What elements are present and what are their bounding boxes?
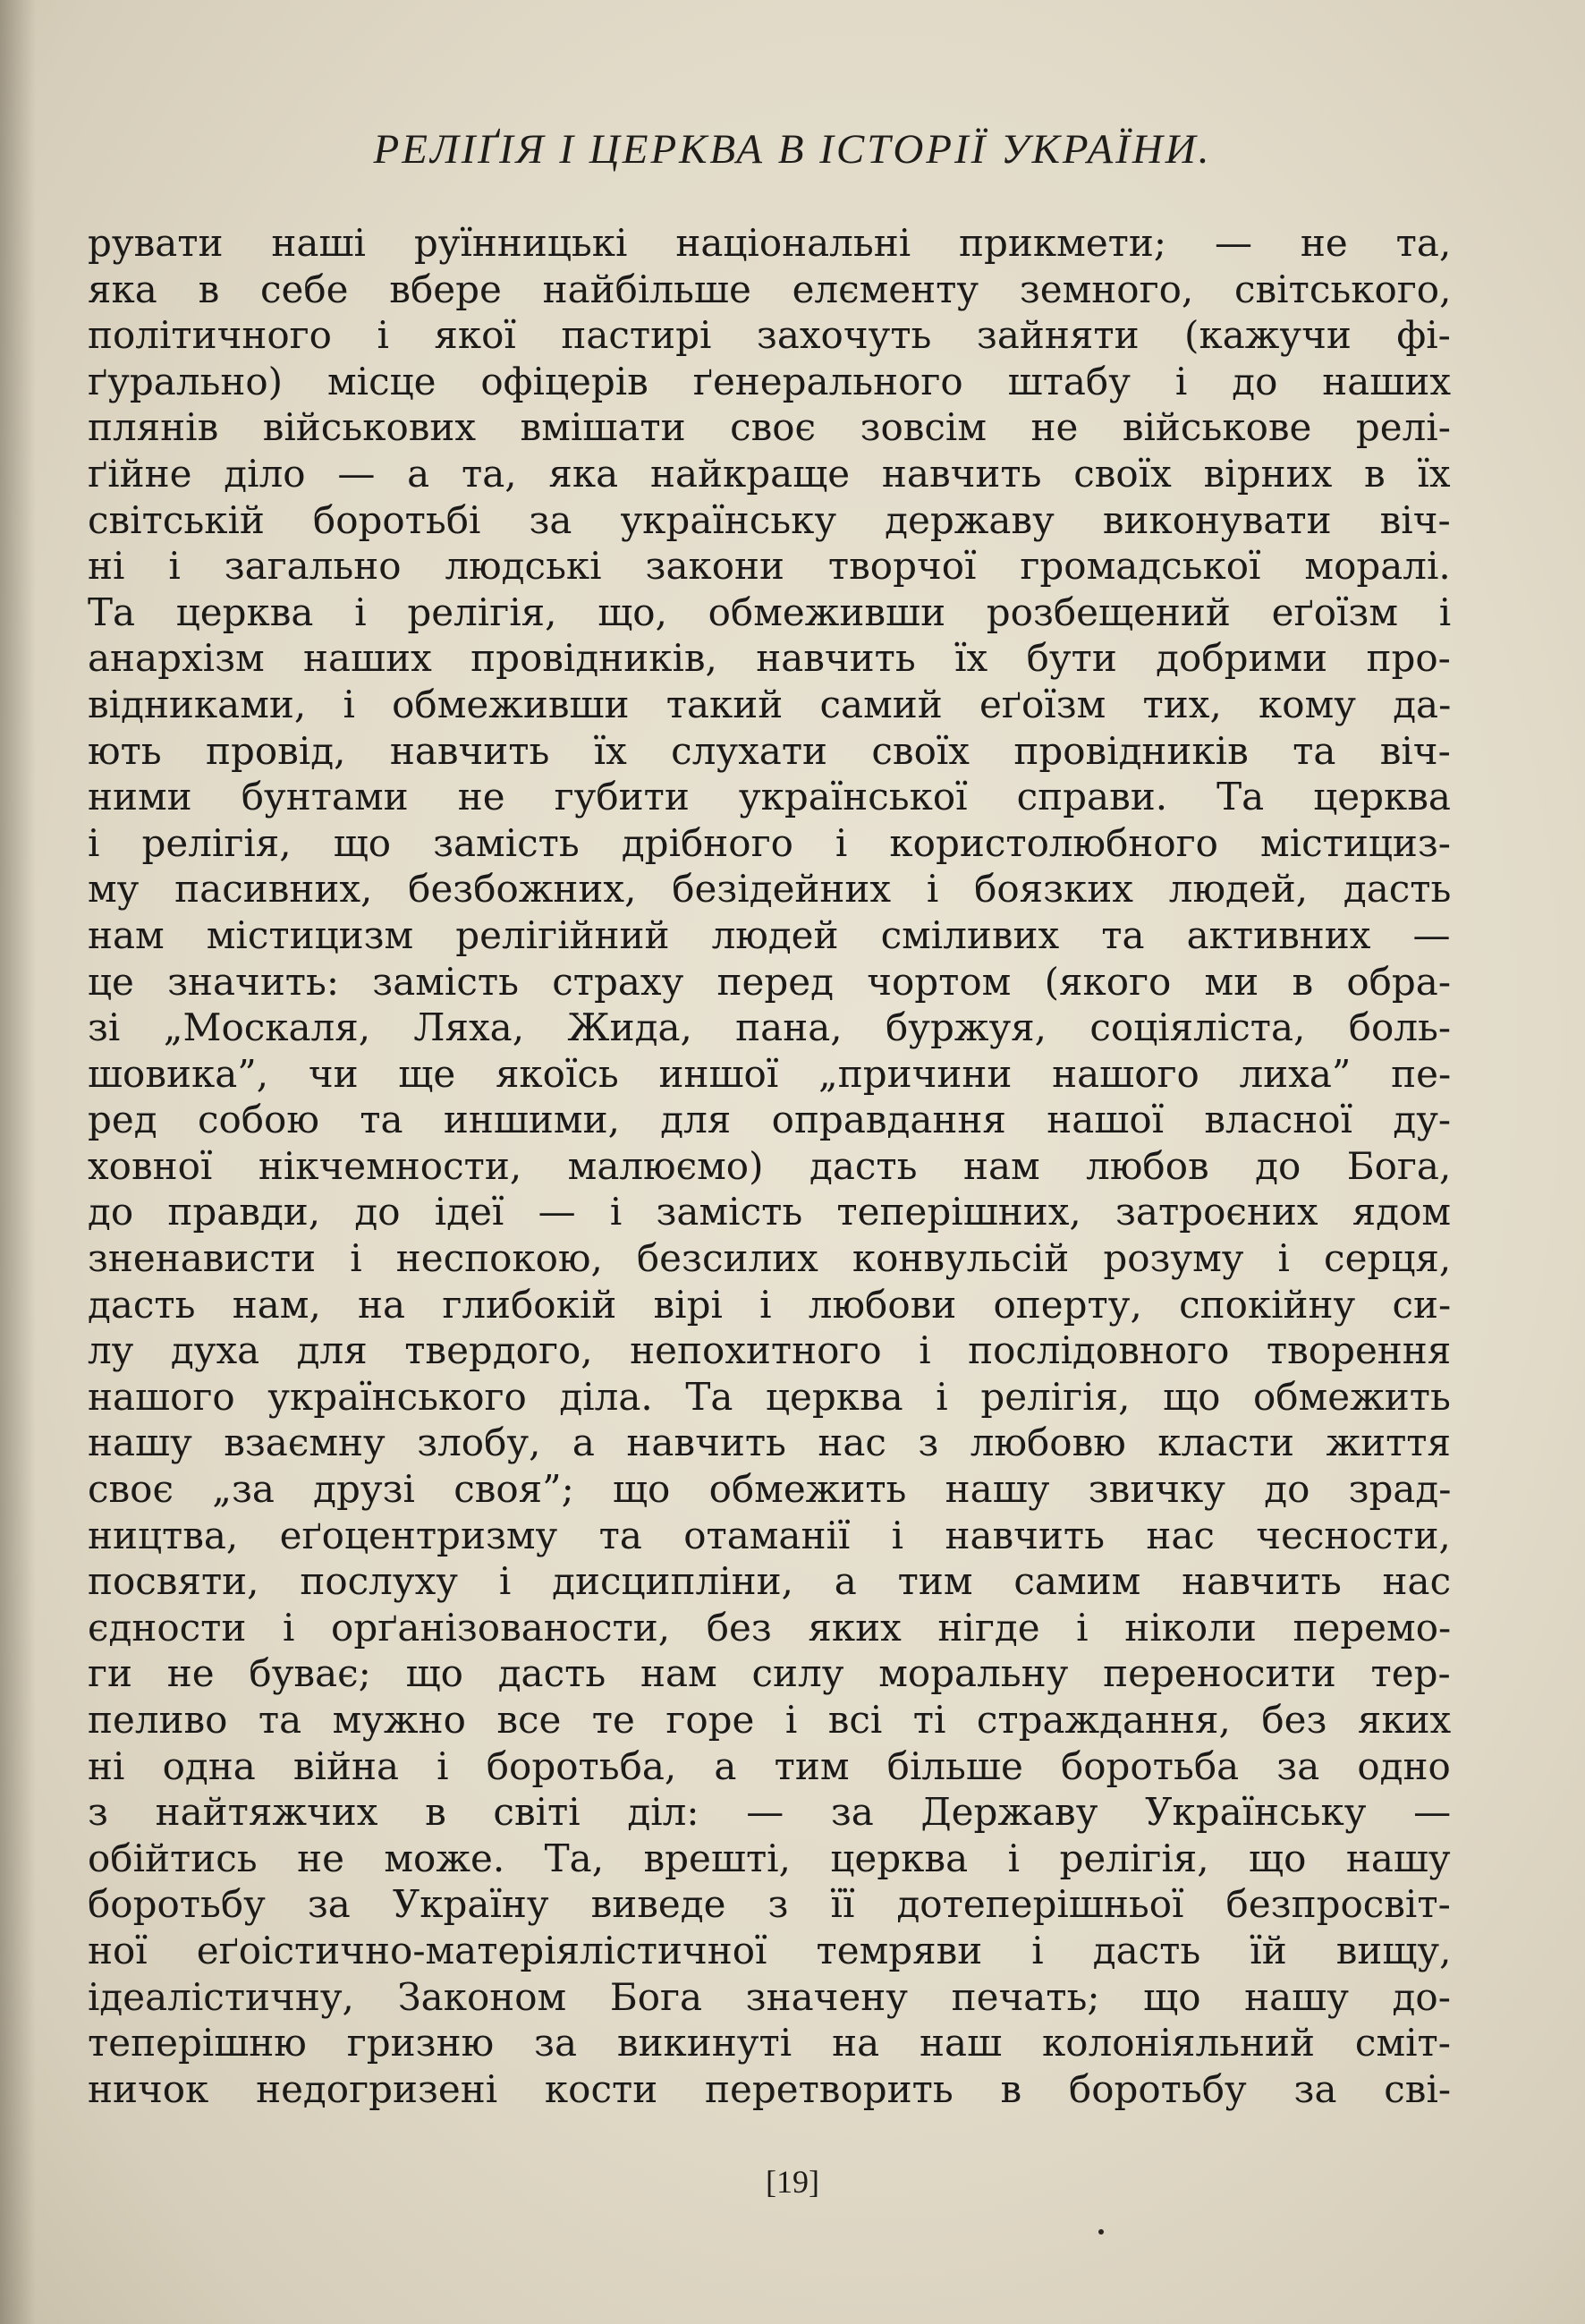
text-line: плянів військових вмішати своє зовсім не військове релі- xyxy=(88,405,1451,450)
text-line: і релігія, що замість дрібного і користолюбного містициз- xyxy=(88,820,1451,865)
text-line: ють провід, навчить їх слухати своїх провідників та віч- xyxy=(88,728,1451,773)
text-line: обійтись не може. Та, врешті, церква і релігія, що нашу xyxy=(88,1836,1451,1880)
running-header: РЕЛІҐІЯ І ЦЕРКВА В ІСТОРІЇ УКРАЇНИ. xyxy=(373,126,1212,173)
text-line: своє „за друзі своя”; що обмежить нашу звичку до зрад- xyxy=(88,1467,1452,1512)
text-line: ред собою та иншими, для оправдання нашої власної ду- xyxy=(88,1098,1452,1142)
text-line: до правди, до ідеї — і замість теперішних, затроєних ядом xyxy=(88,1190,1452,1234)
text-line: дасть нам, на глибокій вірі і любови оперту, спокійну си- xyxy=(88,1282,1452,1327)
text-line: ідеалістичну, Законом Бога значену печать; що нашу до- xyxy=(88,1974,1451,2019)
text-line: шовика”, чи ще якоїсь иншої „причини нашого лиха” пе- xyxy=(88,1051,1452,1096)
text-line: ні і загально людські закони творчої громадської моралі. xyxy=(88,544,1451,589)
text-line: ними бунтами не губити української справи. Та церква xyxy=(88,775,1451,819)
body-text xyxy=(88,220,1451,2112)
text-line: ної еґоістично-матеріялістичної темряви і дасть їй вищу, xyxy=(88,1928,1452,1972)
text-line: єдности і орґанізованости, без яких нігде і ніколи перемо- xyxy=(88,1605,1452,1650)
text-line: зненависти і неспокою, безсилих конвульсій розуму і серця, xyxy=(88,1236,1452,1281)
text-line: ґурально) місце офіцерів ґенерального штабу і до наших xyxy=(88,359,1452,403)
text-line: ні одна війна і боротьба, а тим більше боротьба за одно xyxy=(88,1743,1451,1788)
text-line: ничок недогризені кости перетворить в боротьбу за сві- xyxy=(88,2066,1452,2111)
text-line: Та церква і релігія, що, обмеживши розбещений еґоїзм і xyxy=(88,589,1452,634)
text-line: з найтяжчих в світі діл: — за Державу Українську — xyxy=(88,1790,1452,1835)
text-line: боротьбу за Україну виведе з її дотеперішньої безпросвіт- xyxy=(88,1882,1451,1927)
text-line: ховної нікчемности, малюємо) дасть нам любов до Бога, xyxy=(88,1143,1452,1188)
text-line: яка в себе вбере найбільше елєменту земного, світського, xyxy=(88,267,1452,311)
text-line: нашу взаємну злобу, а навчить нас з любовю класти життя xyxy=(88,1421,1452,1465)
text-line: ґійне діло — а та, яка найкраще навчить своїх вірних в їх xyxy=(88,451,1451,496)
text-line: зі „Москаля, Ляха, Жида, пана, буржуя, соціяліста, боль- xyxy=(88,1005,1452,1050)
text-line: відниками, і обмеживши такий самий еґоїзм тих, кому да- xyxy=(88,682,1452,726)
text-line: теперішню гризню за викинуті на наш колоніяльний сміт- xyxy=(88,2021,1451,2065)
page-edge-shadow xyxy=(0,0,36,2324)
text-line: це значить: замість страху перед чортом (якого ми в обра- xyxy=(88,959,1452,1004)
text-line: пеливо та мужно все те горе і всі ті страждання, без яких xyxy=(88,1698,1452,1742)
text-line: посвяти, послуху і дисципліни, а тим самим навчить нас xyxy=(88,1559,1452,1604)
ink-speck xyxy=(1098,2229,1104,2235)
text-line: лу духа для твердого, непохитного і послідовного творення xyxy=(88,1328,1452,1373)
text-line: нашого українського діла. Та церква і релігія, що обмежить xyxy=(88,1374,1451,1419)
page-number: [19] xyxy=(766,2164,819,2200)
text-line: нам містицизм релігійний людей сміливих та активних — xyxy=(88,912,1451,957)
text-line: анархізм наших провідників, навчить їх бути добрими про- xyxy=(88,636,1451,681)
text-line: світській боротьбі за українську державу виконувати віч- xyxy=(88,497,1451,542)
text-line: ги не буває; що дасть нам силу моральну переносити тер- xyxy=(88,1651,1451,1696)
text-line: му пасивних, безбожних, безідейних і боязких людей, дасть xyxy=(88,867,1452,912)
text-line: ництва, еґоцентризму та отаманії і навчить нас чесности, xyxy=(88,1513,1451,1557)
text-line: рувати наші руїнницькі національні прикмети; — не та, xyxy=(88,221,1452,265)
text-line: політичного і якої пастирі захочуть зайняти (кажучи фі- xyxy=(88,313,1451,358)
